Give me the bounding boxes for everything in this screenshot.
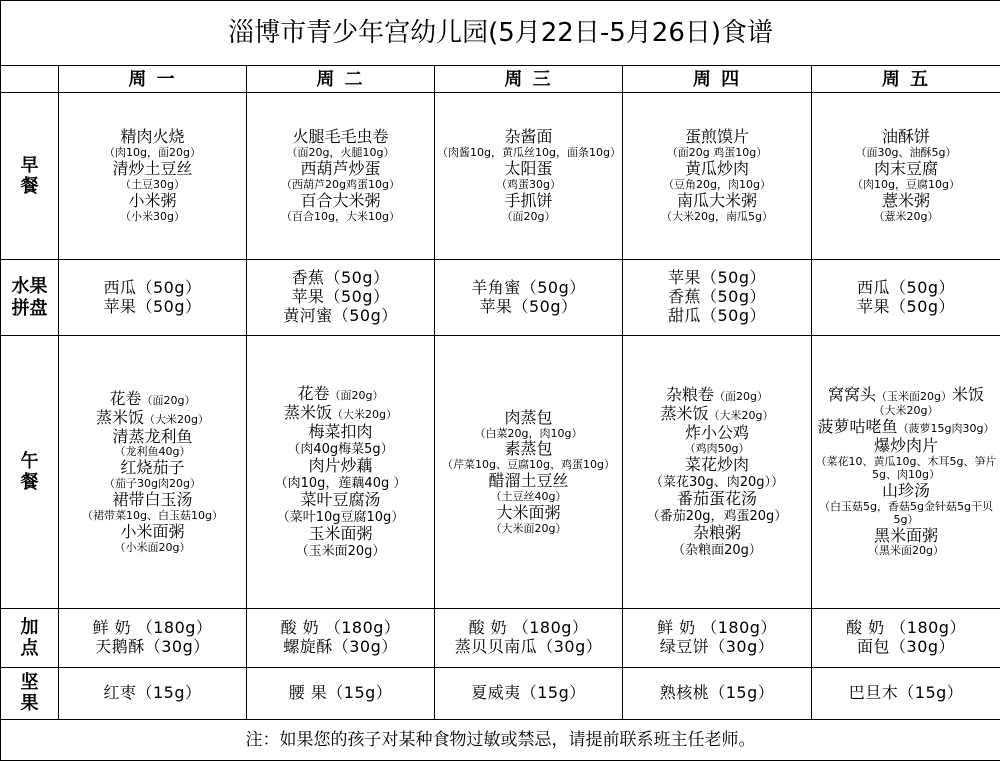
- ingredient-note: （大米面20g）: [490, 522, 567, 536]
- nuts-label-text: 坚 果: [20, 671, 39, 715]
- lunch-label: [1, 336, 59, 609]
- ingredient-note: （龙利鱼40g）: [114, 445, 191, 459]
- dish-name: 炸小公鸡: [684, 422, 749, 442]
- ingredient-note: （肉酱10g，黄瓜丝10g，面条10g）: [437, 146, 621, 160]
- fruit-cell: [59, 260, 247, 336]
- day-header-row: [1, 66, 1000, 93]
- list-item: 羊角蜜（50g）: [471, 277, 586, 297]
- ingredient-note: （番茄20g，鸡蛋20g）: [646, 508, 788, 524]
- ingredient-note: （大米20g）: [873, 404, 939, 418]
- list-item: 酸 奶 （180g）: [468, 618, 589, 638]
- ingredient-note: （鸡蛋30g）: [496, 178, 561, 192]
- dish-name: 百合大米粥: [300, 191, 381, 211]
- lunch-cell: [247, 336, 435, 609]
- dish-name: 杂粮卷: [666, 385, 715, 405]
- nuts-cell: 红枣（15g）: [59, 667, 247, 719]
- dish-name: 黑米面粥: [874, 525, 939, 545]
- ingredient-note: （肉10g，豆腐10g）: [852, 178, 961, 192]
- snack-cell: [435, 609, 623, 667]
- ingredient-note: （面30g、油酥5g）: [855, 146, 957, 160]
- nuts-cell: 熟核桃（15g）: [623, 667, 812, 719]
- ingredient-note: （肉10g，莲藕40g ）: [274, 475, 407, 491]
- ingredient-note: （裙带菜10g、白玉菇10g）: [82, 509, 223, 523]
- ingredient-note: （肉40g梅菜5g）: [287, 441, 394, 457]
- dish-name: 清蒸龙利鱼: [112, 426, 193, 446]
- list-item: 苹果（50g）: [479, 296, 578, 316]
- ingredient-note: （百合10g，大米10g）: [281, 209, 400, 223]
- ingredient-note: （白玉菇5g，香菇5g金针菇5g干贝5g）: [819, 499, 994, 526]
- ingredient-note: （鸡肉50g）: [684, 441, 750, 455]
- ingredient-note: （小米面20g）: [114, 540, 191, 554]
- dish-name: 蒸米饭: [660, 404, 709, 424]
- snack-label: [1, 609, 59, 667]
- fruit-cell: [623, 260, 812, 336]
- breakfast-label: [1, 93, 59, 260]
- ingredient-note: （面20g）: [714, 390, 768, 404]
- dish-name: 花卷: [109, 388, 142, 408]
- nuts-cell: 夏威夷（15g）: [435, 667, 623, 719]
- dish-name: 油酥饼: [882, 127, 931, 147]
- menu-line: [625, 386, 809, 405]
- fruit-cell: [435, 260, 623, 336]
- nuts-cell: 巴旦木（15g）: [812, 667, 1000, 719]
- menu-line: [814, 418, 998, 437]
- menu-line: [814, 386, 998, 405]
- ingredient-note: （面20g）: [501, 209, 556, 223]
- snack-cell: [247, 609, 435, 667]
- ingredient-note: （玉米面20g）: [876, 390, 953, 404]
- ingredient-note: （土豆30g）: [120, 178, 185, 192]
- list-item: 酸 奶 （180g）: [846, 618, 966, 638]
- dish-name: 醋溜土豆丝: [488, 471, 569, 491]
- day-header-fri: 周 五: [812, 66, 1000, 93]
- dish-name: 大米面粥: [496, 503, 561, 523]
- day-header-tue: 周 二: [247, 66, 435, 93]
- dish-name: 梅菜扣肉: [308, 421, 373, 441]
- nuts-cell: 腰 果（15g）: [247, 667, 435, 719]
- list-item: 苹果（50g）: [667, 268, 767, 288]
- ingredient-note: （芹菜10g、豆腐10g、鸡蛋10g）: [442, 458, 615, 472]
- ingredient-note: （菜花30g、肉20g））: [649, 474, 785, 490]
- ingredient-note: （土豆丝40g）: [490, 490, 567, 504]
- day-header-wed: 周 三: [435, 66, 623, 93]
- fruit-cell: [812, 260, 1000, 336]
- ingredient-note: （菜花10、黄瓜10g、木耳5g、笋片5g、肉10g）: [815, 454, 997, 481]
- list-item: 香蕉（50g）: [291, 268, 390, 288]
- lunch-label-text: 午 餐: [20, 451, 39, 494]
- list-item: 绿豆饼（30g）: [659, 636, 775, 656]
- lunch-cell: [812, 336, 1000, 609]
- menu-title: 淄博市青少年宫幼儿园(5月22日-5月26日)食谱: [1, 1, 1000, 66]
- dish-name: 杂酱面: [504, 127, 553, 147]
- snack-cell: [623, 609, 812, 667]
- dish-name: 爆炒肉片: [874, 435, 939, 455]
- dish-name: 菜花炒肉: [684, 454, 749, 474]
- list-item: 苹果（50g）: [857, 296, 956, 316]
- list-item: 酸 奶 （180g）: [280, 618, 401, 638]
- list-item: 香蕉（50g）: [667, 287, 767, 307]
- dish-name: 黄瓜炒肉: [684, 159, 749, 179]
- breakfast-label-text: 早 餐: [20, 154, 39, 198]
- fruit-label: [1, 260, 59, 336]
- ingredient-note: （大米20g）: [332, 407, 397, 421]
- dish-name: 西葫芦炒蛋: [300, 159, 381, 179]
- lunch-cell: [435, 336, 623, 609]
- menu-line: [625, 405, 809, 424]
- dish-name: 南瓜大米粥: [676, 191, 757, 211]
- ingredient-note: （杂粮面20g）: [672, 543, 762, 559]
- snack-cell: [59, 609, 247, 667]
- ingredient-note: （小米30g）: [120, 209, 185, 223]
- breakfast-cell: [247, 93, 435, 260]
- lunch-cell: [623, 336, 812, 609]
- dish-name: 精肉火烧: [120, 127, 185, 147]
- breakfast-cell: [812, 93, 1000, 260]
- ingredient-note: （肉10g，面20g）: [104, 146, 201, 160]
- list-item: 西瓜（50g）: [857, 277, 956, 297]
- ingredient-note: （大米20g）: [144, 412, 209, 426]
- dish-name: 小米面粥: [120, 522, 185, 542]
- dish-name: 肉蒸包: [504, 407, 553, 427]
- nuts-label: [1, 667, 59, 719]
- dish-name: 裙带白玉汤: [112, 490, 193, 510]
- dish-name: 太阳蛋: [504, 159, 553, 179]
- ingredient-note: （西葫芦20g鸡蛋10g）: [281, 178, 400, 192]
- menu-line: [249, 385, 432, 404]
- list-item: 甜瓜（50g）: [667, 306, 767, 326]
- list-item: 苹果（50g）: [103, 296, 202, 316]
- list-item: 鲜 奶 （180g）: [92, 618, 213, 638]
- snack-row: [1, 609, 1000, 667]
- dish-name: 菜叶豆腐汤: [300, 490, 381, 510]
- fruit-cell: [247, 260, 435, 336]
- ingredient-note: （薏米20g）: [873, 209, 939, 223]
- dish-name: 红烧茄子: [120, 458, 185, 478]
- lunch-cell: [59, 336, 247, 609]
- lunch-row: [1, 336, 1000, 609]
- ingredient-note: （豆角20g，肉10g）: [663, 178, 771, 192]
- dish-name: 清炒土豆丝: [112, 159, 193, 179]
- snack-cell: [812, 609, 1000, 667]
- ingredient-note: （菜叶10g豆腐10g）: [276, 510, 405, 526]
- breakfast-cell: [59, 93, 247, 260]
- ingredient-note: （大米20g）: [708, 409, 774, 423]
- list-item: 面包（30g）: [857, 636, 956, 656]
- day-header-mon: 周 一: [59, 66, 247, 93]
- list-item: 黄河蜜（50g）: [283, 306, 398, 326]
- ingredient-note: （大米20g，南瓜5g）: [661, 209, 773, 223]
- fruit-row: [1, 260, 1000, 336]
- dish-name: 薏米粥: [882, 191, 931, 211]
- corner-cell: [1, 66, 59, 93]
- dish-name: 杂粮粥: [692, 523, 741, 543]
- dish-name: 菠萝咕咾鱼: [817, 417, 898, 437]
- dish-name: 火腿毛毛虫卷: [292, 127, 389, 147]
- ingredient-note: （玉米面20g）: [295, 544, 386, 560]
- ingredient-note: （面20g 鸡蛋10g）: [666, 146, 768, 160]
- dish-name: 肉片炒藕: [308, 456, 373, 475]
- dish-name: 窝窝头: [828, 385, 877, 405]
- dish-name: 蒸米饭: [284, 402, 333, 422]
- dish-name: 蒸米饭: [96, 407, 145, 427]
- list-item: 天鹅酥（30g）: [95, 636, 210, 656]
- ingredient-note: （面20g）: [329, 389, 384, 403]
- ingredient-note: （黑米面20g）: [868, 544, 945, 558]
- ingredient-note: （面20g）: [141, 393, 196, 407]
- breakfast-row: [1, 93, 1000, 260]
- list-item: 鲜 奶 （180g）: [657, 618, 777, 638]
- ingredient-note: （白菜20g，肉10g）: [474, 426, 583, 440]
- dish-name: 小米粥: [128, 191, 177, 211]
- breakfast-cell: [623, 93, 812, 260]
- list-item: 蒸贝贝南瓜（30g）: [454, 636, 603, 656]
- dish-name: 米饭: [952, 385, 985, 405]
- list-item: 西瓜（50g）: [103, 277, 202, 297]
- fruit-label-text: 水果 拼盘: [11, 276, 48, 319]
- ingredient-note: （茄子30g肉20g）: [104, 477, 201, 491]
- dish-name: 山珍汤: [882, 480, 931, 500]
- menu-line: [61, 390, 244, 409]
- dish-name: 手抓饼: [504, 191, 553, 211]
- day-header-thu: 周 四: [623, 66, 812, 93]
- snack-label-text: 加 点: [20, 616, 39, 659]
- breakfast-cell: [435, 93, 623, 260]
- list-item: 螺旋酥（30g）: [283, 636, 398, 656]
- dish-name: 花卷: [297, 384, 330, 404]
- dish-name: 素蒸包: [504, 439, 553, 459]
- dish-name: 番茄蛋花汤: [676, 489, 757, 509]
- dish-name: 蛋煎馍片: [684, 127, 749, 147]
- nuts-row: [1, 667, 1000, 719]
- list-item: 苹果（50g）: [291, 287, 390, 307]
- dish-name: 肉末豆腐: [874, 159, 939, 179]
- ingredient-note: （菠萝15g肉30g）: [897, 422, 995, 436]
- dish-name: 玉米面粥: [308, 524, 373, 544]
- menu-line: [61, 409, 244, 428]
- ingredient-note: （面20g，火腿10g）: [286, 146, 395, 160]
- allergy-note: 注：如果您的孩子对某种食物过敏或禁忌，请提前联系班主任老师。: [1, 719, 1000, 760]
- menu-line: [249, 404, 432, 423]
